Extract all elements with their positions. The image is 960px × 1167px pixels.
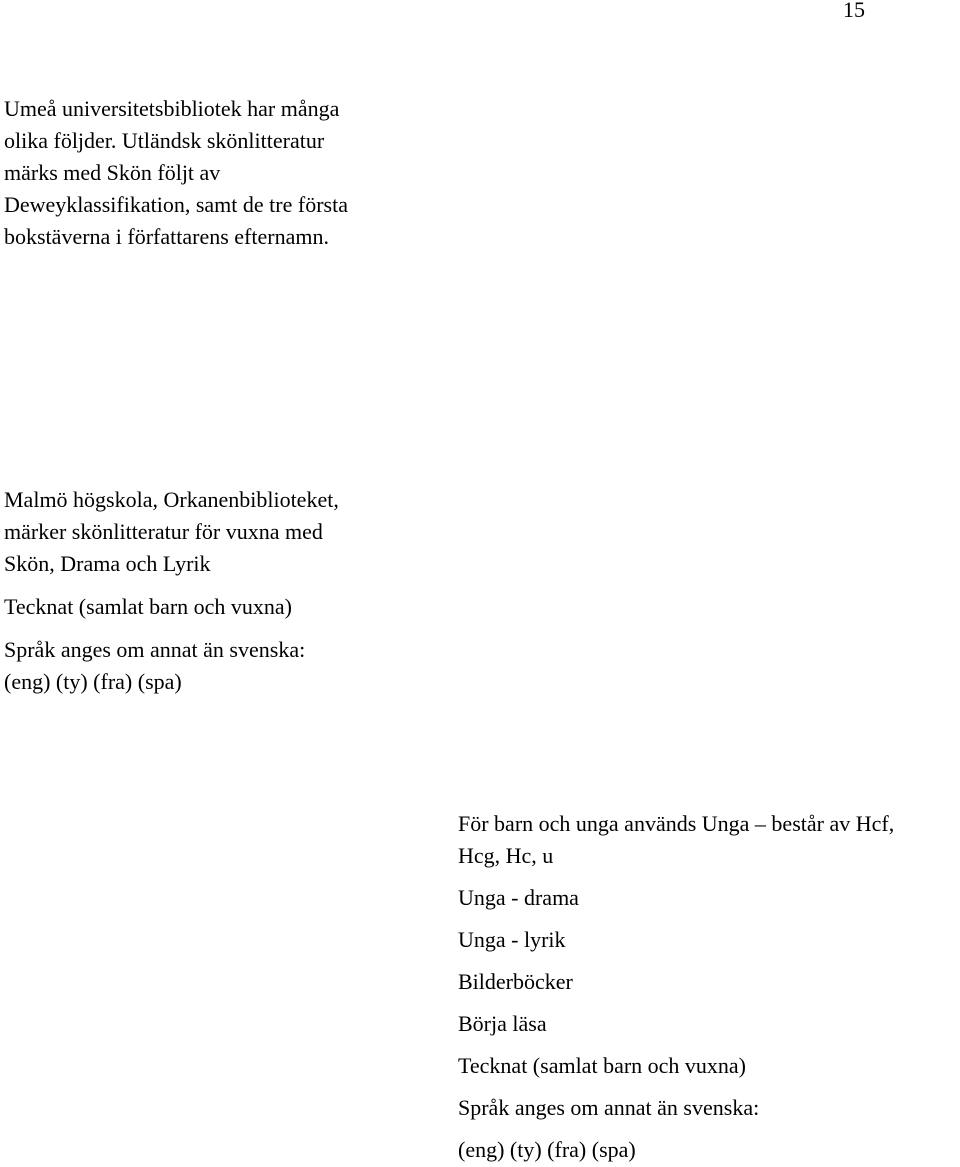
unga-item: Tecknat (samlat barn och vuxna) — [458, 1053, 747, 1078]
umea-paragraph — [4, 93, 348, 253]
malmo-sprak: Språk anges om annat än svenska: — [4, 637, 306, 662]
umea-line: Deweyklassifikation, samt de tre första — [4, 192, 348, 217]
malmo-intro-line: märker skönlitteratur för vuxna med — [4, 519, 323, 544]
malmo-intro-line: Malmö högskola, Orkanenbiblioteket, — [4, 487, 339, 512]
umea-line: bokstäverna i författarens efternamn. — [4, 224, 329, 249]
malmo-languages: (eng) (ty) (fra) (spa) — [4, 669, 182, 694]
umea-line: olika följder. Utländsk skönlitteratur — [4, 128, 325, 153]
unga-item: Unga - lyrik — [458, 927, 566, 952]
unga-intro-line: Hcg, Hc, u — [458, 843, 554, 868]
umea-line: Umeå universitetsbibliotek har många — [4, 96, 340, 121]
malmo-section — [4, 484, 339, 698]
malmo-intro-line: Skön, Drama och Lyrik — [4, 551, 211, 576]
unga-item: Börja läsa — [458, 1011, 547, 1036]
unga-item: Språk anges om annat än svenska: — [458, 1095, 760, 1120]
malmo-tecknat: Tecknat (samlat barn och vuxna) — [4, 594, 293, 619]
unga-section — [458, 808, 894, 1166]
page-number: 15 — [843, 0, 865, 22]
unga-item: Bilderböcker — [458, 969, 573, 994]
umea-line: märks med Skön följt av — [4, 160, 221, 185]
unga-item: (eng) (ty) (fra) (spa) — [458, 1137, 636, 1162]
unga-intro-line: För barn och unga används Unga – består av Hcf, — [458, 811, 895, 836]
unga-item: Unga - drama — [458, 885, 579, 910]
